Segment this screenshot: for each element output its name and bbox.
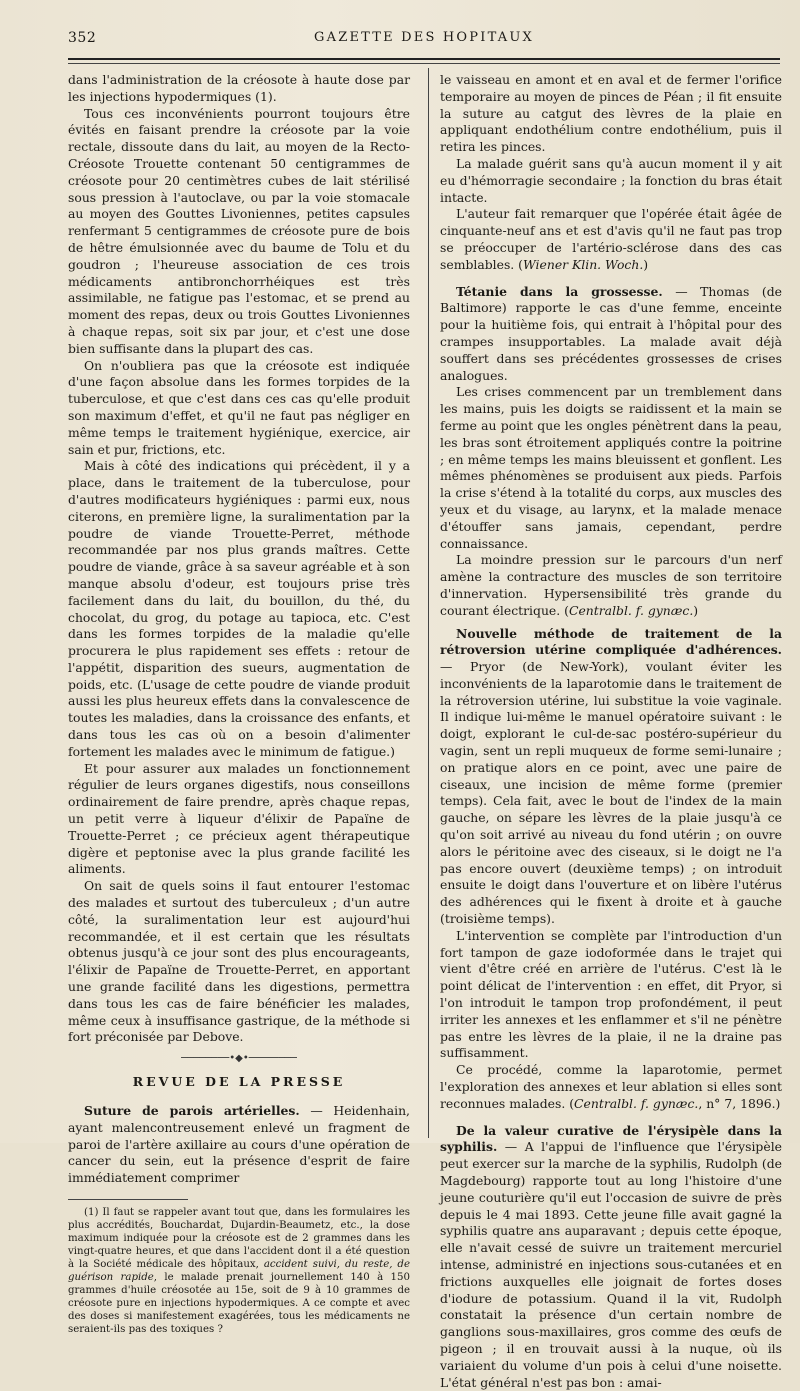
spacer [440,274,782,284]
page-header [68,30,780,52]
paragraph-text: ) [643,256,649,272]
paragraph [440,1062,782,1112]
article-paragraph [440,284,782,385]
section-title: REVUE DE LA PRESSE [132,1074,346,1090]
paragraph: L'intervention se complète par l'introduction d'un fort tampon de gaze iodoformée dans le trajet qui vient d'être créé en arrière de l'utérus. C'est là le point délicat de l'intervention : en effet, dit Pryor, si l'on introduit le tampon trop profondément, il peut irriter les annexes et les enflammer et s'il ne pénètre pas entre les lèvres de la plaie, il ne la draine pas suffisamment. [440,927,782,1061]
paragraph: Et pour assurer aux malades un fonctionnement régulier de leurs organes digestifs, nous conseillons ordinairement de faire prendre, après chaque repas, un petit verre à liqueur d'élixir de Papaïne de Trouette-Perret ; ce précieux agent thérapeutique digère et peptonise avec la plus grande facilité les aliments. [68,760,410,877]
left-column [68,72,410,1336]
paragraph [440,206,782,273]
spacer [440,1113,782,1123]
paragraph: On n'oubliera pas que la créosote est indiquée d'une façon absolue dans les formes torpides de la tuberculose, et que c'est dans ces cas qu'elle produit son maximum d'effet, et qu'il ne faut pas négliger en même temps le traitement hygiénique, exercice, air sain et pur, frictions, etc. [68,357,410,457]
paragraph-text: L'auteur fait remarquer que l'opérée était âgée de cinquante-neuf ans et est d'avis qu'il ne faut pas trop se préoccuper de l'artério-sclérose dans des cas semblables. ( [440,206,782,272]
header-rule-thick [68,58,780,60]
paragraph-text: , n° 7, 1896.) [698,1095,781,1111]
paragraph-text: Ce procédé, comme la laparotomie, permet l'exploration des annexes et leur ablation si elles sont reconnues malades. ( [440,1062,782,1111]
article-paragraph [68,1103,410,1187]
section-ornament: ────────•◆•──────── [181,1053,297,1065]
header-rule-thin [68,63,780,64]
paragraph: La malade guérit sans qu'à aucun moment il y ait eu d'hémorragie secondaire ; la fonction du bras était intacte. [440,155,782,205]
paragraph: Tous ces inconvénients pourront toujours être évités en faisant prendre la créosote par la voie rectale, dissoute dans du lait, au moyen de la Recto-Créosote Trouette contenant 50 centigrammes de créosote pour 20 centimètres cubes de lait stérilisé sous pression à l'autoclave, ou par la voie stomacale au moyen des Gouttes Livoniennes, petites capsules renfermant 5 centigrammes de créosote pure de bois de hêtre émulsionnée avec du baume de Tolu et du goudron ; l'heureuse association de ces trois médicaments antibronchorrhéiques est très assimilable, ne fatigue pas l'estomac, et se prend au moment des repas, deux ou trois Gouttes Livoniennes à chaque repas, soit six par jour, et c'est une dose bien suffisante dans la plupart des cas. [68,105,410,356]
paragraph: le vaisseau en amont et en aval et de fermer l'orifice temporaire au moyen de pinces de Péan ; il fit ensuite la suture au catgut des lèvres de la plaie en appliquant endothélium contre endothélium, puis il retira les pinces. [440,72,782,155]
paragraph-text: La moindre pression sur le parcours d'un nerf amène la contracture des muscles de son territoire d'innervation. Hypersensibilité très grande du courant électrique. ( [440,552,782,618]
paragraph [440,552,782,619]
citation: Centralbl. f. gynæc. [568,602,694,618]
article-title: De la valeur curative de l'érysipèle dans la syphilis. [440,1122,782,1155]
citation: Centralbl. f. gynæc. [574,1095,699,1111]
page-number: 352 [68,30,97,46]
article-text: — Pryor (de New-York), voulant éviter les inconvénients de la laparotomie dans le traitement de la rétroversion utérine, lui substitue la voie vaginale. Il indique lui-même le manuel opératoire suivant : le doigt, explorant le cul-de-sac postéro-supérieur du vagin, sent un repli muqueux de forme semi-lunaire ; on pratique alors en ce point, avec une paire de ciseaux, une incision de même forme (premier temps). Cela fait, avec le bout de l'index de la main gauche, on sépare les lèvres de la plaie jusqu'à ce qu'on soit arrivé au niveau du fond utérin ; on ouvre alors le péritoine avec des ciseaux, si le doigt ne l'a pas encore ouvert (deuxième temps) ; on introduit ensuite le doigt dans l'ouverture et on libère l'utérus des adhérences qui le fixent à droite et à gauche (troisième temps). [440,659,782,927]
article-paragraph [440,626,782,928]
paragraph-text: ) [693,602,699,618]
column-divider [428,68,429,1138]
footnote-rule [68,1199,188,1200]
paragraph: Mais à côté des indications qui précèdent, il y a place, dans le traitement de la tuberculose, pour d'autres modificateurs hygiéniques : parmi eux, nous citerons, en première ligne, la suralimentation par la poudre de viande Trouette-Perret, méthode recommandée par nos plus grands maîtres. Cette poudre de viande, grâce à sa saveur agréable et à son manque absolu d'odeur, est toujours prise très facilement dans du lait, du bouillon, du thé, du chocolat, du grog, du potage au tapioca, etc. C'est dans les formes torpides de la maladie qu'elle procurera le plus rapidement ses effets : retour de l'appétit, disparition des sueurs, augmentation de poids, etc. (L'usage de cette poudre de viande produit aussi les plus heureux effets dans la convalescence de toutes les maladies, dans la croissance des enfants, et dans tous les cas où on a besoin d'alimenter fortement les malades avec le minimum de fatigue.) [68,458,410,759]
footnote [68,1206,410,1336]
article-title: Tétanie dans la grossesse. [456,283,663,299]
right-column [440,72,782,1391]
citation: Wiener Klin. Woch. [523,256,644,272]
article-title: Suture de parois artérielles. [84,1103,300,1119]
footnote-text: (1) Il faut se rappeler avant tout que, dans les formulaires les plus accrédités, Bouchardat, Dujardin-Beaumetz, etc., la dose maximum indiquée pour la créosote est de 2 grammes dans les vingt-quatre heures, et que dans l'accident dont il a été question à la Société médicale des hôpitaux, [68,1207,410,1270]
paragraph: On sait de quels soins il faut entourer l'estomac des malades et surtout des tuberculeux ; d'un autre côté, la suralimentation leur est aujourd'hui recommandée, et il est certain que les résultats obtenus jusqu'à ce jour sont des plus encourageants, l'élixir de Papaïne de Trouette-Perret, en apportant une grande facilité dans les digestions, permettra dans tous les cas de faire bénéficier les malades, même ceux à insuffisance gastrique, de la méthode si fort préconisée par Debove. [68,878,410,1045]
footnote-italic: accident suivi, du reste, de guérison rapide [68,1259,410,1283]
article-title: Nouvelle méthode de traitement de la rétroversion utérine compliquée d'adhérences. [440,625,782,658]
article-text: — Heidenhain, ayant malencontreusement enlevé un fragment de paroi de l'artère axillaire au cours d'une opération de cancer du sein, eut la présence d'esprit de faire immédiatement comprimer [68,1103,410,1186]
running-title: GAZETTE DES HOPITAUX [314,30,534,45]
article-text: — A l'appui de l'influence que l'érysipèle peut exercer sur la marche de la syphilis, Rudolph (de Magdebourg) rapporte tout au long l'histoire d'une jeune couturière qu'il eut l'occasion de suivre de près depuis le 4 mai 1893. Cette jeune fille avait gagné la syphilis quatre ans auparavant ; depuis cette époque, elle n'avait cessé de suivre un traitement mercuriel intense, administré en injections sous-cutanées et en frictions auxquelles elle joignait de fortes doses d'iodure de potassium. Quand il la vit, Rudolph constatait la présence d'un certain nombre de ganglions sous-maxillaires, gros comme des œufs de pigeon ; il en trouvait aussi à la nuque, où ils variaient du volume d'un pois à celui d'une noisette. L'état général n'est pas bon : amai- [440,1139,782,1390]
footnote-text: , le malade prenait journellement 140 à 150 grammes d'huile créosotée au 15e, soit de 9 à 10 grammes de créosote pure en injections hypodermiques. A ce compte et avec des doses si manifestement exagérées, tous les médicaments ne seraient-ils pas des toxiques ? [68,1272,410,1335]
paragraph: Les crises commencent par un tremblement dans les mains, puis les doigts se raidissent et la main se ferme au point que les ongles pénètrent dans la peau, les bras sont étroitement appliqués contre la poitrine ; en même temps les mains bleuissent et gonflent. Les mêmes phénomènes se produisent aux pieds. Parfois la crise s'étend à la totalité du corps, aux muscles des yeux et du visage, au larynx, et la malade menace d'étouffer sans jamais, cependant, perdre connaissance. [440,384,782,551]
article-paragraph [440,1123,782,1391]
article-text: — Thomas (de Baltimore) rapporte le cas d'une femme, enceinte pour la huitième fois, qui entrait à l'hôpital pour des crampes insupportables. La malade avait déjà souffert dans ses précédentes grossesses de crises analogues. [440,283,782,383]
paragraph: dans l'administration de la créosote à haute dose par les injections hypodermiques (1). [68,72,410,104]
